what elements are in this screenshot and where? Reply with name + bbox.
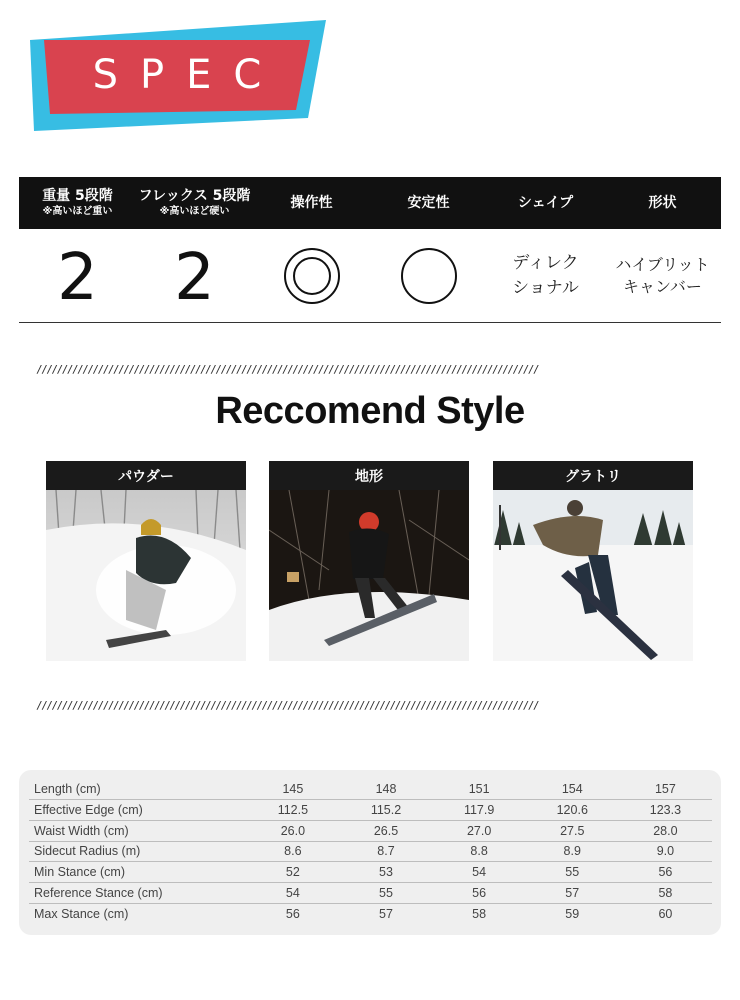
size-cell: 55 [339, 882, 432, 903]
shape-value-line: ショナル [512, 277, 579, 298]
powder-snowboarding-photo [46, 490, 246, 661]
table-row [29, 903, 712, 924]
size-cell: 9.0 [619, 841, 712, 862]
size-cell: 59 [565, 906, 580, 921]
size-cell: 28.0 [619, 820, 712, 841]
header-form [604, 177, 721, 229]
row-label: Effective Edge (cm) [29, 800, 246, 821]
header-weight-label: 重量 5段階 [42, 188, 113, 204]
form-value [615, 254, 709, 298]
flex-value-cell [136, 229, 253, 322]
stability-value-cell [370, 229, 487, 322]
size-cell: 117.9 [433, 800, 526, 821]
header-shape [487, 177, 604, 229]
size-cell: 56 [433, 882, 526, 903]
size-cell: 8.9 [526, 841, 619, 862]
spec-title: SPEC [92, 52, 284, 98]
size-cell: 26.5 [339, 820, 432, 841]
style-card-label: パウダー [46, 461, 246, 490]
size-cell: 157 [619, 779, 712, 800]
spec-header-row [19, 177, 721, 229]
size-cell: 56 [285, 906, 300, 921]
size-cell: 151 [433, 779, 526, 800]
shape-value [512, 251, 579, 301]
ground-trick-snowboarding-photo [493, 490, 693, 661]
size-cell: 52 [246, 862, 339, 883]
size-cell: 54 [433, 862, 526, 883]
row-label: Length (cm) [29, 779, 246, 800]
hatch-divider: ////////////////////////////////////////////////////////////////////////////////////////////////// [36, 700, 539, 712]
size-cell: 154 [526, 779, 619, 800]
table-row [29, 820, 712, 841]
size-cell: 26.0 [246, 820, 339, 841]
size-cell: 57 [379, 906, 393, 921]
row-label: Sidecut Radius (m) [29, 841, 246, 862]
row-label: Reference Stance (cm) [29, 882, 246, 903]
shape-value-cell [487, 229, 604, 322]
size-cell: 58 [619, 882, 712, 903]
form-value-line: キャンバー [623, 276, 702, 296]
header-flex-note: ※高いほど硬い [159, 206, 230, 217]
flex-value: 2 [174, 240, 215, 315]
size-cell: 8.6 [246, 841, 339, 862]
header-shape-label: シェイプ [517, 194, 574, 211]
table-row [29, 862, 712, 883]
style-card-label: 地形 [269, 461, 469, 490]
header-flex-label: フレックス 5段階 [138, 188, 251, 204]
size-cell: 56 [619, 862, 712, 883]
header-operability [253, 177, 370, 229]
table-row [29, 882, 712, 903]
size-cell: 27.0 [433, 820, 526, 841]
style-card-groundtrick [493, 461, 693, 661]
operability-value-cell [253, 229, 370, 322]
form-value-cell [604, 229, 721, 322]
size-cell: 55 [526, 862, 619, 883]
size-cell: 54 [246, 882, 339, 903]
form-value-line: ハイブリット [615, 254, 710, 274]
header-stability [370, 177, 487, 229]
header-flex [136, 177, 253, 229]
header-operability-label: 操作性 [290, 194, 333, 211]
weight-value: 2 [57, 240, 98, 315]
size-cell: 58 [472, 906, 487, 921]
size-cell: 145 [246, 779, 339, 800]
size-cell: 60 [658, 906, 673, 921]
style-card-label: グラトリ [493, 461, 693, 490]
row-label: Min Stance (cm) [29, 862, 246, 883]
header-weight [19, 177, 136, 229]
table-row [29, 800, 712, 821]
header-form-label: 形状 [648, 194, 677, 211]
size-cell: 53 [339, 862, 432, 883]
size-table [29, 779, 712, 924]
style-card-powder [46, 461, 246, 661]
size-cell: 115.2 [339, 800, 432, 821]
double-circle-icon [283, 247, 341, 305]
spec-values-row [19, 229, 721, 323]
recommend-style-title: Reccomend Style [215, 390, 525, 432]
size-cell: 27.5 [526, 820, 619, 841]
size-cell: 8.7 [339, 841, 432, 862]
table-row [29, 779, 712, 800]
size-cell: 8.8 [433, 841, 526, 862]
style-card-terrain [269, 461, 469, 661]
row-label: Waist Width (cm) [29, 820, 246, 841]
header-weight-note: ※高いほど重い [42, 206, 113, 217]
size-cell: 57 [526, 882, 619, 903]
circle-icon [400, 247, 458, 305]
table-row [29, 841, 712, 862]
weight-value-cell [19, 229, 136, 322]
terrain-snowboarding-photo [269, 490, 469, 661]
header-stability-label: 安定性 [407, 194, 450, 211]
size-cell: 123.3 [619, 800, 712, 821]
size-cell: 120.6 [526, 800, 619, 821]
shape-value-line: ディレク [512, 252, 579, 273]
row-label: Max Stance (cm) [34, 906, 129, 921]
size-cell: 148 [339, 779, 432, 800]
hatch-divider: ////////////////////////////////////////////////////////////////////////////////////////////////// [36, 364, 539, 376]
size-cell: 112.5 [246, 800, 339, 821]
